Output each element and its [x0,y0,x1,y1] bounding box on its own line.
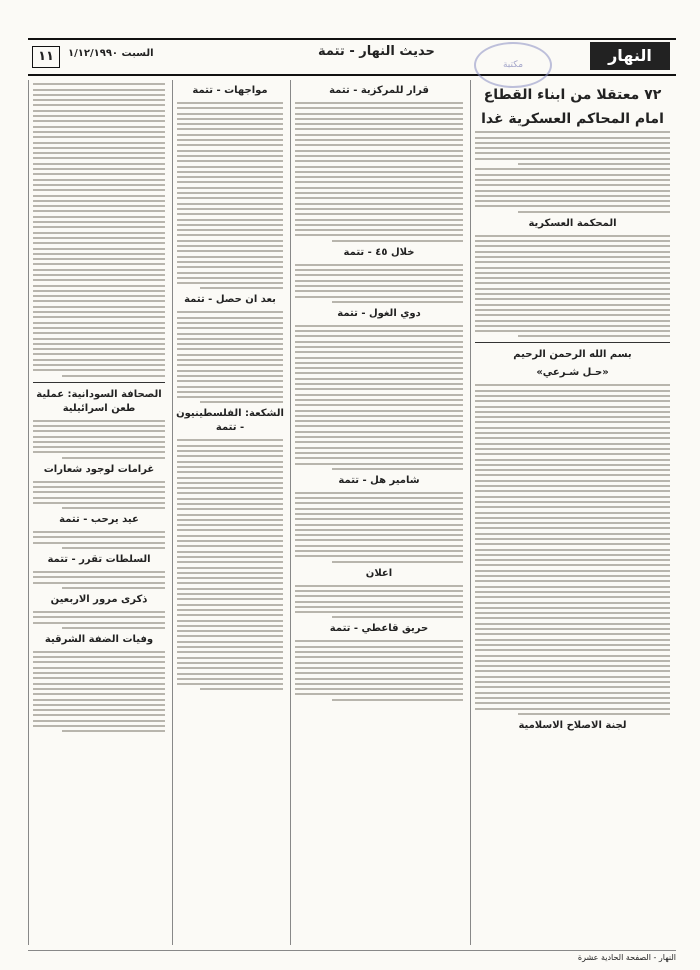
article-body [295,264,463,303]
headline-clashes: مواجهات - تتمة [192,85,268,96]
main-headline-line2: امام المحاكم العسكرية غدا [481,111,664,127]
headline-within-45: خلال ٤٥ - تتمة [343,246,415,258]
article-body [33,531,165,549]
section-title: حديث النهار - تتمة [318,44,435,59]
headline-shamir: شامير هل - تتمة [338,474,420,486]
basmala: بسم الله الرحمن الرحيم [513,349,632,361]
newspaper-logo: النهار [590,42,670,70]
article-body [33,420,165,459]
headline-after: بعد ان حصل - تتمة [184,294,276,306]
main-headline-line1: ٧٢ معتقلا من ابناء القطاع [483,87,662,103]
article-body [295,585,463,619]
column-center-left [172,80,287,945]
library-stamp: مكتبة [474,42,552,88]
article-body [33,481,165,509]
headline-announcement: اعلان [365,567,393,579]
article-body [177,311,283,403]
article-body [33,571,165,589]
page-footer: النهار - الصفحة الحادية عشرة [28,950,676,962]
article-body [177,439,283,690]
headline-shakaa: الشكعة: الفلسطينيون - تتمة [176,408,284,434]
column-left [28,80,169,945]
headline-memorial: ذكرى مرور الاربعين [50,593,148,605]
islamic-reform-committee: لجنة الاصلاح الاسلامية [518,719,627,731]
headline-central-decision: قرار للمركزية - تتمة [329,85,429,96]
article-body [33,611,165,629]
article-body [295,102,463,242]
article-body [177,102,283,289]
page-number: ١١ [32,46,60,68]
headline-sudan-press: الصحافة السودانية: عملية طعن اسرائيلية [36,388,162,414]
subhead-court: المحكمة العسكرية [528,217,617,229]
column-right [470,80,674,945]
article-body [33,83,165,376]
column-center-right [290,80,467,945]
headline-ghoul: دوي الغول - تتمة [337,307,421,319]
headline-fines: غرامات لوجود شعارات [43,463,155,475]
article-body [295,325,463,470]
headline-eid: عيد يرحب - تتمة [59,514,139,526]
headline-obituaries: وفيات الضفة الشرقية [44,633,154,645]
headline-fire: حريق قاعطي - تتمة [329,623,429,635]
issue-date: السبت ١/١٢/١٩٩٠ [68,48,154,59]
article-body [475,384,670,714]
article-body [475,235,670,338]
article-body [295,492,463,563]
article-body [33,651,165,732]
headline-authorities: السلطات تقرر - تتمة [47,554,151,566]
article-body [295,640,463,700]
article-body [475,131,670,212]
page-header [28,38,676,76]
legal-solution-title: «حـل شـرعي» [536,367,609,379]
